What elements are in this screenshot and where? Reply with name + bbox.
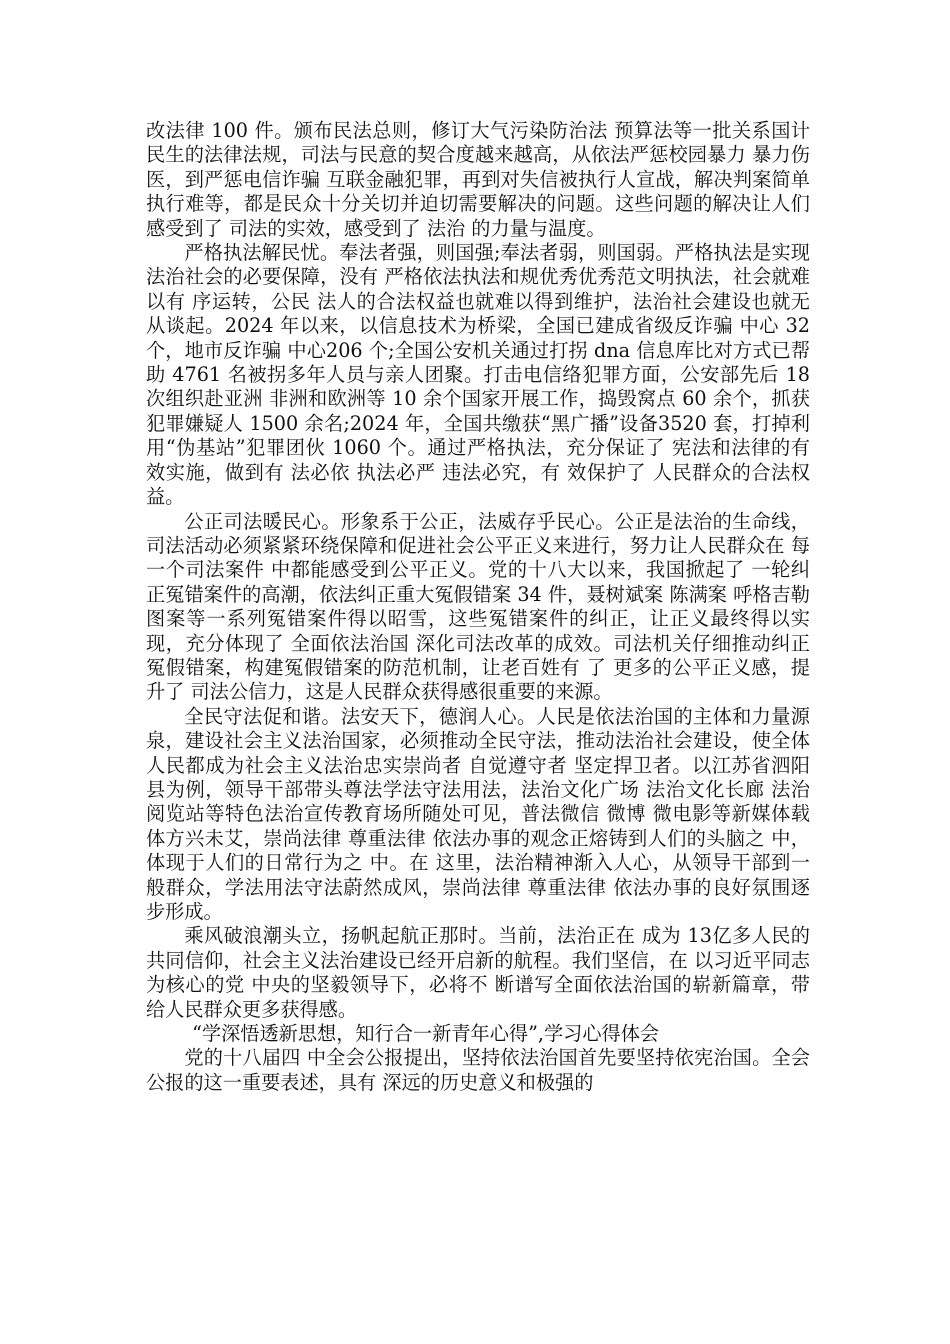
paragraph-strict-enforcement: 严格执法解民忧。奉法者强，则国强;奉法者弱，则国弱。严格执法是实现法治社会的必要保障，没有 严格依法执法和规优秀优秀范文明执法，社会就难以有 序运转，公民 法人的合法权益也就难以得到维护，法治社会建设也就无从谈起。2024 年以来，以信息技术为桥梁，全国已建成省级反诈骗 中心 32 个，地市反诈骗 中心206 个;全国公安机关通过打拐 dna 信息库比对方式已帮助 4761 名被拐多年人员与亲人团聚。打击电信络犯罪方面，公安部先后 18 次组织赴亚洲 非洲和欧洲等 10 余个国家开展工作，捣毁窝点 60 余个，抓获犯罪嫌疑人 1500 余名;2024 年，全国共缴获“黑广播”设备3520 套，打掉利用“伪基站”犯罪团伙 1060 个。通过严格执法，充分保证了 宪法和法律的有 效实施，做到有 法必依 执法必严 违法必究，有 效保护了 人民群众的合法权益。 <box>146 241 810 509</box>
paragraph-conclusion: 乘风破浪潮头立，扬帆起航正那时。当前，法治正在 成为 13亿多人民的共同信仰，社会主义法治建设已经开启新的航程。我们坚信，在 以习近平同志为核心的党 中央的坚毅领导下，必将不 断谱写全面依法治国的崭新篇章，带给人民群众更多获得感。 <box>146 924 810 1021</box>
paragraph-constitution: 党的十八届四 中全会公报提出，坚持依法治国首先要坚持依宪治国。全会公报的这一重要表述，具有 深远的历史意义和极强的 <box>146 1046 810 1094</box>
document-body <box>146 119 810 1095</box>
paragraph-fair-justice: 公正司法暖民心。形象系于公正，法威存乎民心。公正是法治的生命线，司法活动必须紧紧环绕保障和促进社会公平正义来进行，努力让人民群众在 每一个司法案件 中都能感受到公平正义。党的十八大以来，我国掀起了 一轮纠正冤错案件的高潮，依法纠正重大冤假错案 34 件，聂树斌案 陈满案 呼格吉勒图案等一系列冤错案件得以昭雪，这些冤错案件的纠正，让正义最终得以实现，充分体现了 全面依法治国 深化司法改革的成效。司法机关仔细推动纠正冤假错案，构建冤假错案的防范机制，让老百姓有 了 更多的公平正义感，提升了 司法公信力，这是人民群众获得感很重要的来源。 <box>146 509 810 704</box>
paragraph-law-abiding: 全民守法促和谐。法安天下，德润人心。人民是依法治国的主体和力量源泉，建设社会主义法治国家，必须推动全民守法，推动法治社会建设，使全体人民都成为社会主义法治忠实崇尚者 自觉遵守者 坚定捍卫者。以江苏省泗阳县为例，领导干部带头尊法学法守法用法，法治文化广场 法治文化长廊 法治阅览站等特色法治宣传教育场所随处可见，普法微信 微博 微电影等新媒体载体方兴未艾，崇尚法律 尊重法律 依法办事的观念正熔铸到人们的头脑之 中，体现于人们的日常行为之 中。在 这里，法治精神渐入人心，从领导干部到一般群众，学法用法守法蔚然成风，崇尚法律 尊重法律 依法办事的良好氛围逐步形成。 <box>146 704 810 923</box>
paragraph-law-revision: 改法律 100 件。颁布民法总则，修订大气污染防治法 预算法等一批关系国计民生的法律法规，司法与民意的契合度越来越高，从依法严惩校园暴力 暴力伤医，到严惩电信诈骗 互联金融犯罪，再到对失信被执行人宣战，解决判案简单执行难等，都是民众十分关切并迫切需要解决的问题。这些问题的解决让人们感受到了 司法的实效，感受到了 法治 的力量与温度。 <box>146 119 810 240</box>
section-heading: “学深悟透新思想，知行合一新青年心得”,学习心得体会 <box>192 1022 660 1046</box>
